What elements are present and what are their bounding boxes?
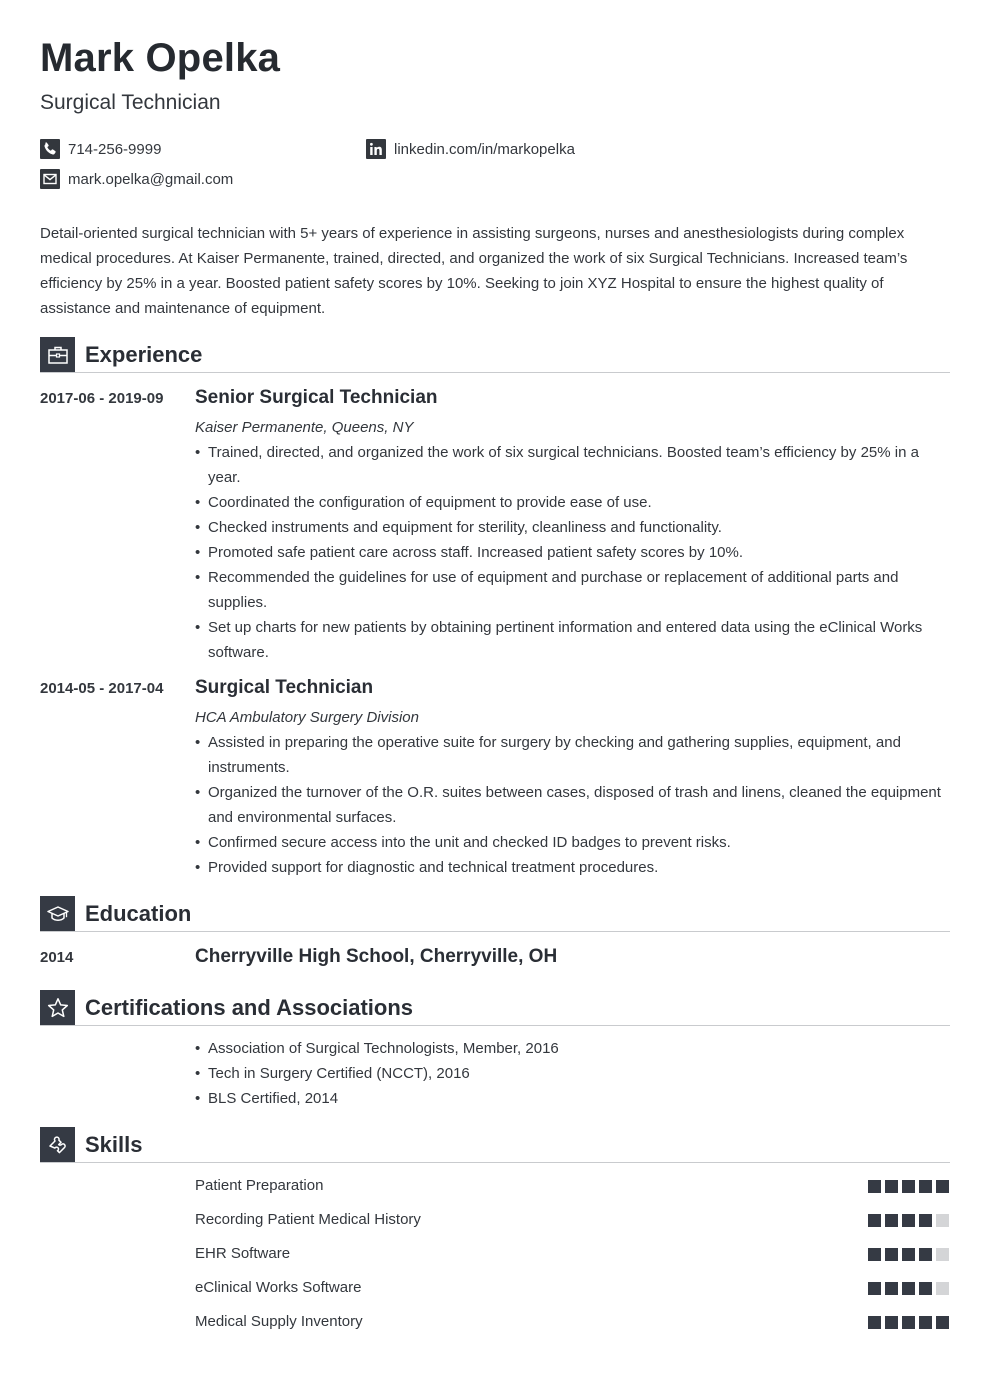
section-title: Education: [85, 901, 192, 926]
job-position: Surgical Technician: [195, 677, 374, 698]
email-address: mark.opelka@gmail.com: [68, 170, 234, 188]
skill-dot-filled: [868, 1282, 881, 1295]
skill-dot-filled: [936, 1180, 949, 1193]
skill-rating: [868, 1316, 949, 1329]
skill-dot-filled: [919, 1316, 932, 1329]
briefcase-icon: [40, 337, 75, 372]
bullet-item: • Trained, directed, and organized the work of six surgical technicians. Boosted team’s efficiency by 25% in a year.: [195, 440, 945, 490]
phone-number: 714-256-9999: [68, 140, 162, 158]
job-company: Kaiser Permanente, Queens, NY: [195, 419, 414, 436]
skill-dot-filled: [936, 1316, 949, 1329]
job-title: Surgical Technician: [40, 91, 221, 114]
skill-name: Patient Preparation: [195, 1177, 324, 1194]
skill-dot-empty: [936, 1214, 949, 1227]
skill-row: [195, 1177, 950, 1197]
job-bullets: [195, 440, 945, 665]
star-icon: [40, 990, 75, 1025]
skill-dot-filled: [919, 1214, 932, 1227]
skill-name: Medical Supply Inventory: [195, 1313, 363, 1330]
bullet-item: • Confirmed secure access into the unit and checked ID badges to prevent risks.: [195, 830, 945, 855]
certifications-section-header: [40, 990, 950, 1026]
graduation-cap-icon: [40, 896, 75, 931]
skill-dot-filled: [885, 1214, 898, 1227]
skill-dot-filled: [902, 1214, 915, 1227]
skill-dot-filled: [919, 1282, 932, 1295]
education-section-header: [40, 896, 950, 932]
bullet-item: • Set up charts for new patients by obtaining pertinent information and entered data using the eClinical Works software.: [195, 615, 945, 665]
skill-dot-filled: [885, 1316, 898, 1329]
bullet-item: • Organized the turnover of the O.R. suites between cases, disposed of trash and linens, cleaned the equipment and environmental surfaces.: [195, 780, 945, 830]
skill-dot-empty: [936, 1282, 949, 1295]
certifications-list: [195, 1036, 945, 1111]
skill-dot-filled: [902, 1248, 915, 1261]
phone-icon: [40, 139, 60, 159]
job-dates: 2014-05 - 2017-04: [40, 680, 164, 697]
skill-dot-filled: [902, 1282, 915, 1295]
certification-item: • Tech in Surgery Certified (NCCT), 2016: [195, 1061, 945, 1086]
bullet-item: • Promoted safe patient care across staff. Increased patient safety scores by 10%.: [195, 540, 945, 565]
skill-dot-filled: [868, 1180, 881, 1193]
skill-dot-filled: [868, 1248, 881, 1261]
contact-linkedin: [366, 138, 575, 160]
section-title: Certifications and Associations: [85, 995, 414, 1020]
skill-dot-filled: [902, 1316, 915, 1329]
bullet-item: • Recommended the guidelines for use of equipment and purchase or replacement of additional parts and supplies.: [195, 565, 945, 615]
skill-rating: [868, 1282, 949, 1295]
certification-item: • Association of Surgical Technologists, Member, 2016: [195, 1036, 945, 1061]
skill-dot-filled: [868, 1214, 881, 1227]
bullet-item: • Provided support for diagnostic and technical treatment procedures.: [195, 855, 945, 880]
skill-row: [195, 1211, 950, 1231]
job-position: Senior Surgical Technician: [195, 387, 438, 408]
skill-dot-filled: [868, 1316, 881, 1329]
linkedin-icon: [366, 139, 386, 159]
skill-row: [195, 1245, 950, 1265]
skill-rating: [868, 1248, 949, 1261]
skill-name: Recording Patient Medical History: [195, 1211, 421, 1228]
skill-dot-filled: [919, 1248, 932, 1261]
skills-section-header: [40, 1127, 950, 1163]
skill-name: eClinical Works Software: [195, 1279, 362, 1296]
skill-dot-filled: [885, 1180, 898, 1193]
puzzle-piece-icon: [40, 1127, 75, 1162]
bullet-item: • Coordinated the configuration of equipment to provide ease of use.: [195, 490, 945, 515]
certification-item: • BLS Certified, 2014: [195, 1086, 945, 1111]
bullet-item: • Checked instruments and equipment for sterility, cleanliness and functionality.: [195, 515, 945, 540]
linkedin-url: linkedin.com/in/markopelka: [394, 140, 575, 158]
contact-email: [40, 168, 233, 190]
job-company: HCA Ambulatory Surgery Division: [195, 709, 419, 726]
job-bullets: [195, 730, 945, 880]
education-year: 2014: [40, 949, 74, 966]
skill-row: [195, 1279, 950, 1299]
job-dates: 2017-06 - 2019-09: [40, 390, 164, 407]
experience-section-header: [40, 337, 950, 373]
section-title: Experience: [85, 342, 203, 367]
skill-rating: [868, 1180, 949, 1193]
skill-dot-filled: [885, 1248, 898, 1261]
envelope-icon: [40, 169, 60, 189]
contact-phone: [40, 138, 161, 160]
skill-row: [195, 1313, 950, 1333]
bullet-item: • Assisted in preparing the operative suite for surgery by checking and gathering supplies, equipment, and instruments.: [195, 730, 945, 780]
skill-dot-filled: [902, 1180, 915, 1193]
skill-dot-filled: [919, 1180, 932, 1193]
skill-dot-filled: [885, 1282, 898, 1295]
skill-dot-empty: [936, 1248, 949, 1261]
profile-summary: Detail-oriented surgical technician with 5+ years of experience in assisting surgeons, nurses and anesthesiologists during complex medical procedures. At Kaiser Permanente, trained, directed, and organized the work of six Surgical Technicians. Increased team’s efficiency by 25% in a year. Boosted patient safety scores by 10%. Seeking to join XYZ Hospital to ensure the highest quality of assistance and maintenance of equipment.: [40, 225, 908, 317]
skill-name: EHR Software: [195, 1245, 291, 1262]
education-school: Cherryville High School, Cherryville, OH: [195, 946, 558, 967]
section-title: Skills: [85, 1132, 143, 1157]
candidate-name: Mark Opelka: [40, 36, 281, 80]
skill-rating: [868, 1214, 949, 1227]
